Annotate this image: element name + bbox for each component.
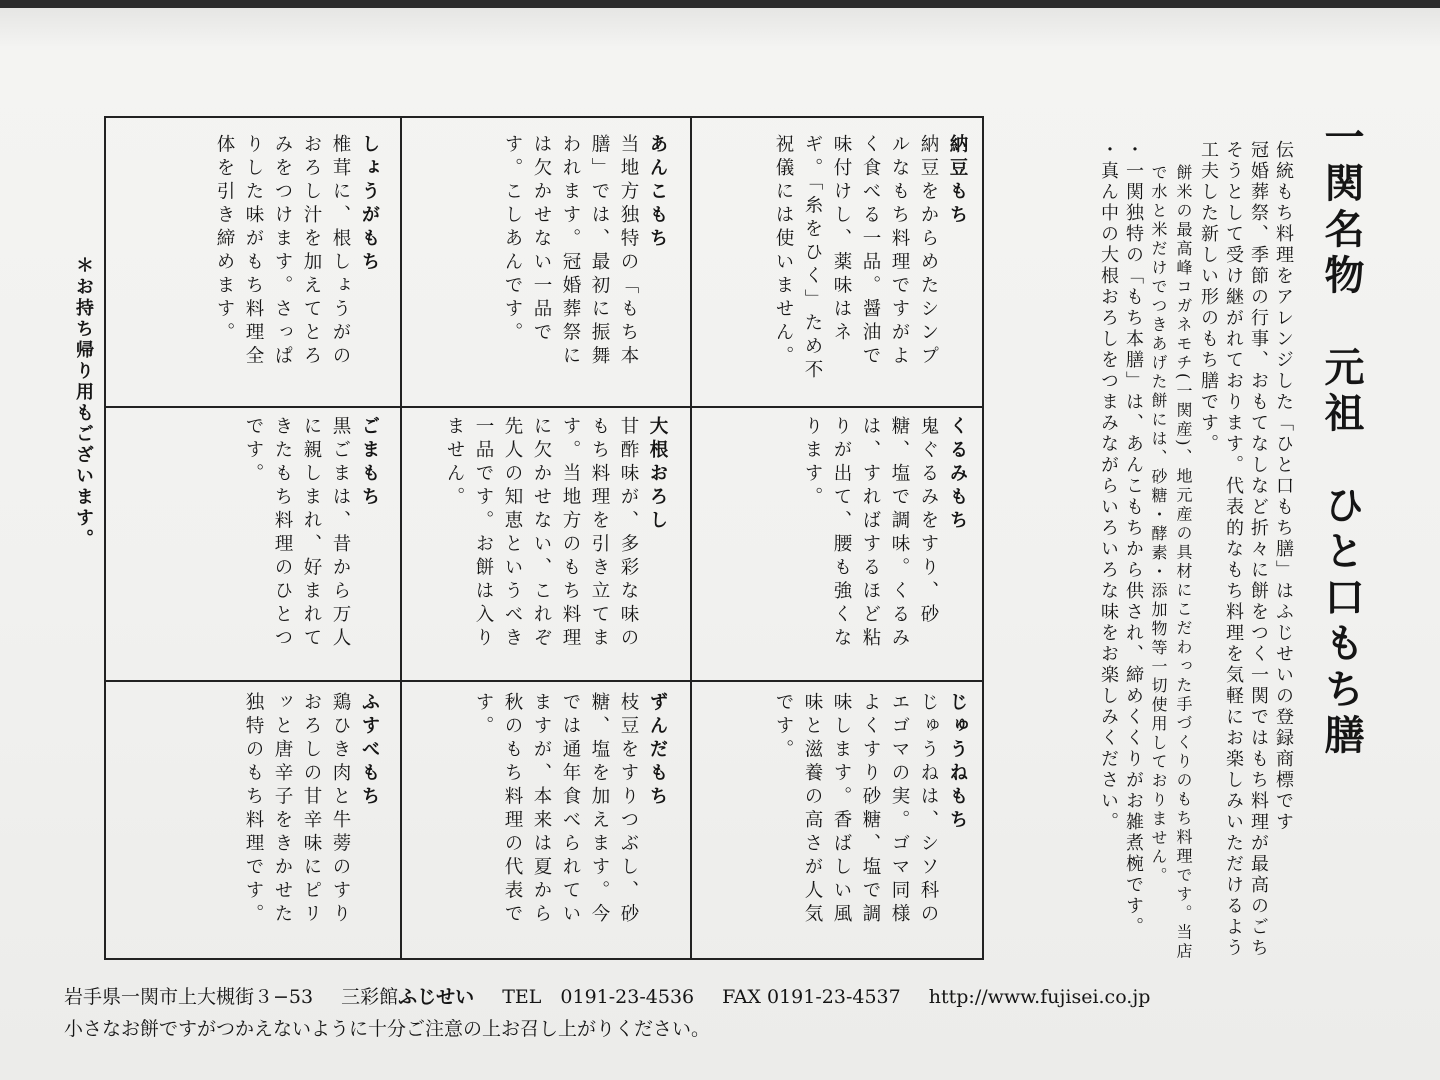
grid-line (400, 116, 402, 960)
dish-title: くるみもち (947, 416, 968, 534)
dish-description: 当地方独特の「もち本膳」では、最初に振舞われます。冠婚葬祭には欠かせない一品です。こしあんです。 (502, 134, 639, 369)
trademark-line: 伝統もち料理をアレンジした「ひと口もち膳」はふじせいの登録商標です (1273, 140, 1294, 833)
dish-description: 納豆をからめたシンプルなもち料理ですがよく食べる一品。醤油で味付けし、薬味はネギ。「糸をひく」ため不祝儀には使いません。 (773, 134, 939, 384)
takeout-note: ＊お持ち帰り用もございます。 (73, 256, 94, 550)
dish-title: あんこもち (647, 134, 668, 252)
menu-sheet (0, 8, 1440, 1080)
dish-cell-daikon (416, 416, 672, 666)
dish-title: じゅうねもち (947, 692, 968, 833)
shop-brand: ふじせい (398, 986, 475, 1008)
dish-description: 鶏ひき肉と牛蒡のすりおろしの甘辛味にピリッと唐辛子をきかせた独特のもち料理です。 (243, 692, 351, 927)
dish-cell-fusube (128, 692, 384, 942)
fax-number: FAX 0191-23-4537 (722, 986, 901, 1008)
shop-name (341, 986, 474, 1008)
grid-border (104, 958, 984, 960)
shop-prefix: 三彩館 (341, 986, 399, 1008)
dish-title: 大根おろし (647, 416, 668, 534)
dish-description: 甘酢味が、多彩な味のもち料理を引き立てます。当地方のもち料理に欠かせない、これぞ先人の知恵というべき一品です。お餅は入りません。 (444, 416, 639, 651)
dish-cell-goma (128, 416, 384, 666)
shop-address: 岩手県一関市上大槻街３−53 (64, 986, 314, 1008)
dish-description: 枝豆をすりつぶし、砂糖、塩を加えます。今では通年食べられていますが、本来は夏から秋のもち料理の代表です。 (473, 692, 639, 927)
dish-cell-shoga (128, 134, 384, 384)
footer-contact (64, 982, 1172, 1009)
grid-border (104, 116, 106, 960)
dish-title: ふすべもち (359, 692, 380, 810)
grid-line (104, 680, 984, 682)
grid-border (104, 116, 984, 118)
dish-title: 納豆もち (947, 134, 968, 228)
dish-cell-juune (716, 692, 972, 942)
dish-description: じゅうねは、シソ科のエゴマの実。ゴマ同様よくすり砂糖、塩で調味します。香ばしい風味と滋養の高さが人気です。 (773, 692, 939, 927)
dish-title: しょうがもち (359, 134, 380, 275)
phone-number: TEL 0191-23-4536 (502, 986, 695, 1008)
rice-paragraph: 餅米の最高峰コガネモチ(一関産)、地元産の具材にこだわった手づくりのもち料理です。当店で水と米だけでつきあげた餅には、砂糖・酵素・添加物等一切使用しておりません。 (1149, 164, 1193, 962)
dish-title: ごまもち (359, 416, 380, 510)
paper-shadow (0, 8, 1440, 48)
grid-line (104, 406, 984, 408)
dish-grid (104, 116, 984, 960)
grid-border (982, 116, 984, 960)
grid-line (690, 116, 692, 960)
bullet-item: ・一関独特の「もち本膳」は、あんこもちから供され、締めくくりがお雑煮椀です。 (1123, 140, 1144, 938)
dish-description: 鬼ぐるみをすり、砂糖、塩で調味。くるみは、すればするほど粘りが出て、腰も強くなります。 (802, 416, 939, 651)
intro-text (1036, 140, 1296, 970)
dish-description: 椎茸に、根しょうがのおろし汁を加えてとろみをつけます。さっぱりした味がもち料理全体を引き締めます。 (214, 134, 351, 369)
website-url: http://www.fujisei.co.jp (928, 986, 1151, 1008)
dish-cell-zunda (416, 692, 672, 942)
dish-title: ずんだもち (647, 692, 668, 810)
dish-cell-natto (716, 134, 972, 384)
dish-cell-kurumi (716, 416, 972, 666)
dish-cell-anko (416, 134, 672, 384)
intro-paragraph: 冠婚葬祭、季節の行事、おもてなしなど折々に餅をつく一関ではもち料理が最高のごちそうとして受け継がれております。代表的なもち料理を気軽にお楽しみいただけるよう工夫した新しい形のもち膳です。 (1198, 140, 1269, 959)
bullet-item: ・真ん中の大根おろしをつまみながらいろいろな味をお楽しみください。 (1098, 140, 1119, 833)
dish-description: 黒ごまは、昔から万人に親しまれ、好まれてきたもち料理のひとつです。 (243, 416, 351, 651)
page-title: 一関名物 元祖 ひと口もち膳 (1318, 116, 1365, 760)
caution-text: 小さなお餅ですがつかえないように十分ご注意の上お召し上がりください。 (64, 1018, 711, 1040)
